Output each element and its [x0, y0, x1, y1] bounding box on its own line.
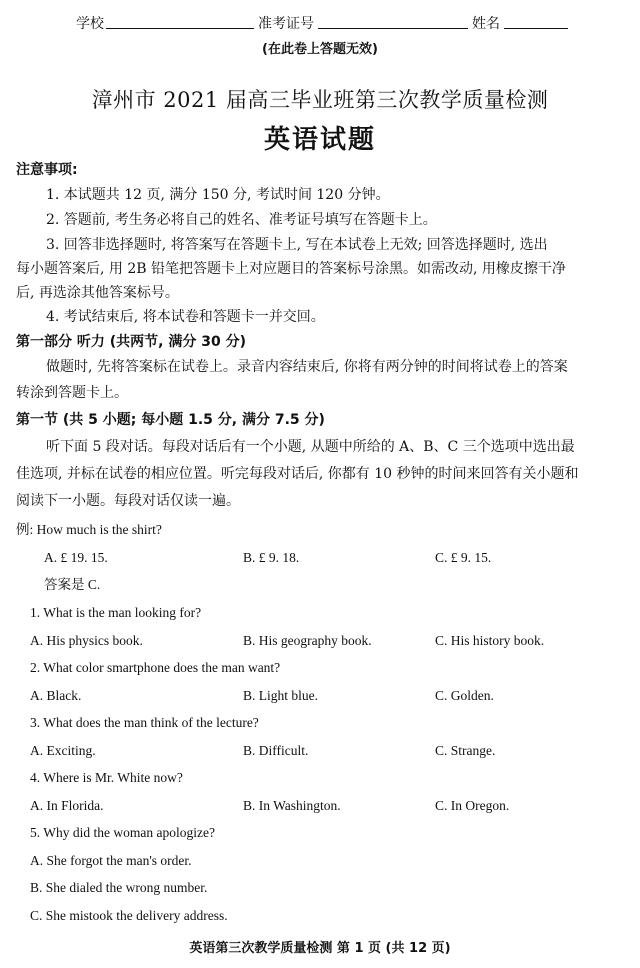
q5-option-b: B. She dialed the wrong number.	[30, 880, 208, 895]
page-footer: 英语第三次教学质量检测 第 1 页 (共 12 页)	[189, 941, 451, 956]
instruction-item: 后, 再选涂其他答案标号。	[16, 285, 179, 301]
school-blank	[106, 28, 254, 29]
q2-option-b: B. Light blue.	[243, 688, 318, 703]
example-answer: 答案是 C.	[44, 577, 101, 592]
exam-title: 漳州市 2021 届高三毕业班第三次教学质量检测	[91, 88, 549, 112]
section1-intro: 阅读下一小题。每段对话仅读一遍。	[16, 493, 240, 509]
part1-intro: 转涂到答题卡上。	[16, 385, 128, 401]
name-blank	[504, 28, 568, 29]
instruction-item: 3. 回答非选择题时, 将答案写在答题卡上, 写在本试卷上无效; 回答选择题时, 选出	[46, 237, 548, 253]
question-4: 4. Where is Mr. White now?	[30, 770, 183, 785]
question-3: 3. What does the man think of the lecture?	[30, 715, 259, 730]
part1-heading: 第一部分 听力 (共两节, 满分 30 分)	[16, 334, 246, 350]
instruction-item: 每小题答案后, 用 2B 铅笔把答题卡上对应题目的答案标号涂黑。如需改动, 用橡皮擦干净	[16, 261, 566, 277]
q2-option-a: A. Black.	[30, 688, 82, 703]
section1-intro: 佳选项, 并标在试卷的相应位置。听完每段对话后, 你都有 10 秒钟的时间来回答有关小题和	[16, 466, 579, 482]
example-question: 例: How much is the shirt?	[16, 522, 162, 537]
q4-option-c: C. In Oregon.	[435, 798, 510, 813]
q1-option-a: A. His physics book.	[30, 633, 143, 648]
q3-option-a: A. Exciting.	[30, 743, 96, 758]
q2-option-c: C. Golden.	[435, 688, 494, 703]
q5-option-c: C. She mistook the delivery address.	[30, 908, 228, 923]
example-option-c: C. £ 9. 15.	[435, 550, 492, 565]
q1-option-b: B. His geography book.	[243, 633, 372, 648]
q3-option-c: C. Strange.	[435, 743, 496, 758]
q3-option-b: B. Difficult.	[243, 743, 309, 758]
section1-heading: 第一节 (共 5 小题; 每小题 1.5 分, 满分 7.5 分)	[16, 412, 325, 428]
name-label: 姓名	[472, 16, 500, 32]
invalid-answer-notice: (在此卷上答题无效)	[262, 42, 378, 57]
exam-id-blank	[318, 28, 468, 29]
subject-title: 英语试题	[263, 125, 376, 155]
question-1: 1. What is the man looking for?	[30, 605, 202, 620]
example-option-a: A. £ 19. 15.	[44, 550, 108, 565]
q4-option-a: A. In Florida.	[30, 798, 104, 813]
instruction-item: 4. 考试结束后, 将本试卷和答题卡一并交回。	[46, 309, 325, 325]
q4-option-b: B. In Washington.	[243, 798, 341, 813]
instruction-item: 1. 本试题共 12 页, 满分 150 分, 考试时间 120 分钟。	[46, 187, 390, 203]
q5-option-a: A. She forgot the man's order.	[30, 853, 192, 868]
question-2: 2. What color smartphone does the man want?	[30, 660, 281, 675]
section1-intro: 听下面 5 段对话。每段对话后有一个小题, 从题中所给的 A、B、C 三个选项中选出最	[46, 439, 575, 455]
exam-id-label: 准考证号	[258, 16, 314, 32]
part1-intro: 做题时, 先将答案标在试卷上。录音内容结束后, 你将有两分钟的时间将试卷上的答案	[46, 359, 568, 375]
example-option-b: B. £ 9. 18.	[243, 550, 300, 565]
question-5: 5. Why did the woman apologize?	[30, 825, 215, 840]
instruction-item: 2. 答题前, 考生务必将自己的姓名、准考证号填写在答题卡上。	[46, 212, 437, 228]
q1-option-c: C. His history book.	[435, 633, 545, 648]
school-label: 学校	[76, 16, 104, 32]
instructions-heading: 注意事项:	[16, 162, 78, 178]
